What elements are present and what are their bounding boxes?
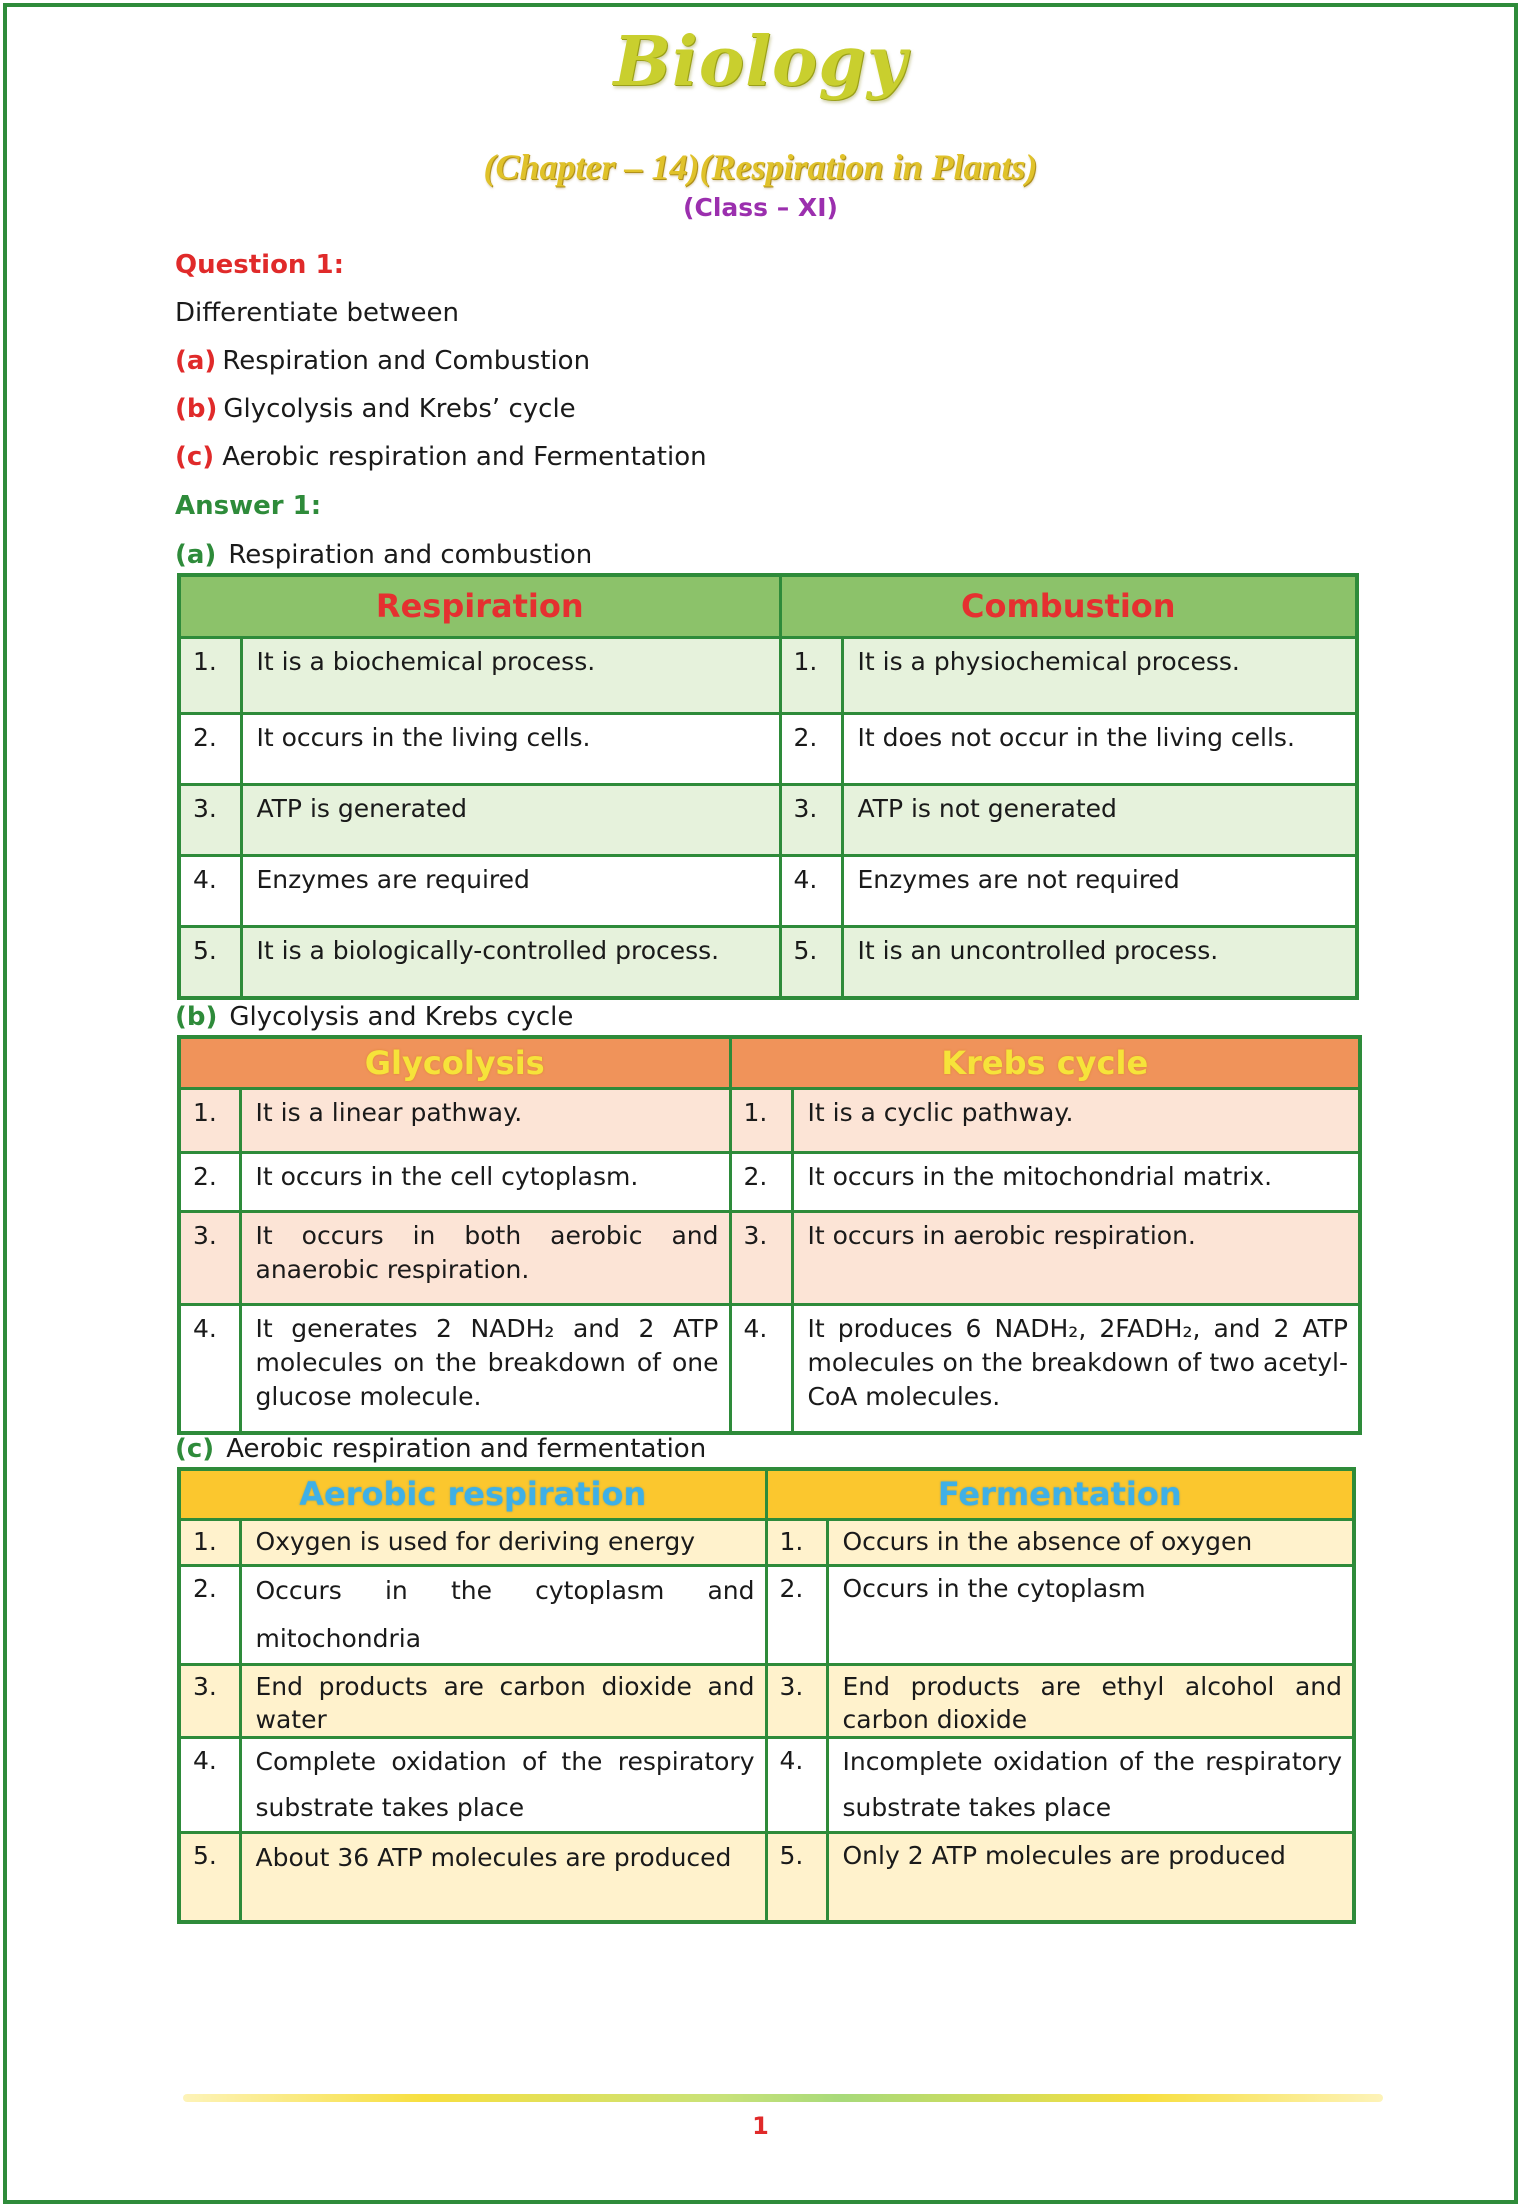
row-left-text: It occurs in the living cells.	[241, 713, 780, 784]
row-number: 2.	[766, 1565, 827, 1664]
row-number: 2.	[780, 713, 842, 784]
table-row	[179, 1664, 1354, 1737]
row-number: 3.	[730, 1211, 792, 1304]
row-left-text: It generates 2 NADH₂ and 2 ATP molecules on the breakdown of one glucose molecule.	[240, 1304, 730, 1433]
row-right-text: It is a cyclic pathway.	[792, 1088, 1360, 1152]
part-mark: (c)	[175, 442, 215, 472]
row-right-text: It occurs in aerobic respiration.	[792, 1211, 1360, 1304]
footer-divider	[183, 2094, 1383, 2102]
question-part-a	[175, 346, 590, 376]
row-number: 1.	[766, 1519, 827, 1565]
page-number: 1	[752, 2112, 769, 2140]
row-number: 4.	[766, 1737, 827, 1832]
row-number: 4.	[179, 855, 241, 926]
row-number: 4.	[730, 1304, 792, 1433]
table-row	[179, 1211, 1360, 1304]
row-number: 2.	[179, 1152, 240, 1211]
row-left-text: It is a biochemical process.	[241, 637, 780, 713]
row-left-text: Complete oxidation of the respiratory substrate takes place	[240, 1737, 766, 1832]
row-left-text: It occurs in the cell cytoplasm.	[240, 1152, 730, 1211]
column-header-krebs-cycle: Krebs cycle	[730, 1037, 1360, 1088]
table-row	[179, 1088, 1360, 1152]
table-row	[179, 713, 1357, 784]
table-row	[179, 1832, 1354, 1922]
row-left-text: It is a linear pathway.	[240, 1088, 730, 1152]
row-number: 5.	[179, 1832, 240, 1922]
row-number: 1.	[179, 1519, 240, 1565]
row-right-text: Incomplete oxidation of the respiratory substrate takes place	[827, 1737, 1354, 1832]
row-number: 3.	[780, 784, 842, 855]
part-mark: (a)	[175, 346, 217, 376]
table-row	[179, 1565, 1354, 1664]
row-number: 1.	[179, 1088, 240, 1152]
row-left-text: It is a biologically-controlled process.	[241, 926, 780, 998]
row-right-text: Enzymes are not required	[842, 855, 1357, 926]
table-row	[179, 855, 1357, 926]
question-intro: Differentiate between	[175, 298, 459, 328]
question-label: Question 1:	[175, 250, 344, 280]
part-text: Respiration and Combustion	[222, 346, 591, 376]
row-right-text: Only 2 ATP molecules are produced	[827, 1832, 1354, 1922]
row-left-text: About 36 ATP molecules are produced	[240, 1832, 766, 1922]
row-number: 4.	[179, 1304, 240, 1433]
table-header-row	[179, 1469, 1354, 1519]
table-row	[179, 1152, 1360, 1211]
section-mark: (b)	[175, 1002, 218, 1032]
aerobic-fermentation-table	[177, 1467, 1356, 1924]
row-left-text: End products are carbon dioxide and water	[240, 1664, 766, 1737]
row-number: 1.	[730, 1088, 792, 1152]
row-right-text: Occurs in the absence of oxygen	[827, 1519, 1354, 1565]
row-right-text: It produces 6 NADH₂, 2FADH₂, and 2 ATP molecules on the breakdown of two acetyl-CoA molecules.	[792, 1304, 1360, 1433]
row-right-text: ATP is not generated	[842, 784, 1357, 855]
row-left-text: Enzymes are required	[241, 855, 780, 926]
table-row	[179, 1737, 1354, 1832]
part-text: Aerobic respiration and Fermentation	[222, 442, 707, 472]
column-header-combustion: Combustion	[780, 575, 1357, 637]
column-header-aerobic-respiration: Aerobic respiration	[179, 1469, 766, 1519]
column-header-glycolysis: Glycolysis	[179, 1037, 730, 1088]
section-c-caption	[175, 1434, 706, 1464]
section-b-caption	[175, 1002, 573, 1032]
row-number: 2.	[730, 1152, 792, 1211]
row-number: 3.	[179, 1664, 240, 1737]
table-row	[179, 637, 1357, 713]
table-header-row	[179, 1037, 1360, 1088]
section-mark: (c)	[175, 1434, 215, 1464]
section-caption: Glycolysis and Krebs cycle	[229, 1002, 574, 1032]
row-number: 1.	[780, 637, 842, 713]
row-number: 4.	[780, 855, 842, 926]
row-left-text: Oxygen is used for deriving energy	[240, 1519, 766, 1565]
question-part-b	[175, 394, 576, 424]
row-left-text: Occurs in the cytoplasm and mitochondria	[240, 1565, 766, 1664]
table-row	[179, 784, 1357, 855]
glycolysis-krebs-table	[177, 1035, 1362, 1435]
section-a-caption	[175, 540, 592, 570]
row-number: 3.	[179, 784, 241, 855]
answer-label: Answer 1:	[175, 491, 322, 521]
row-number: 2.	[179, 713, 241, 784]
respiration-combustion-table	[177, 573, 1359, 1000]
row-right-text: It is an uncontrolled process.	[842, 926, 1357, 998]
column-header-fermentation: Fermentation	[766, 1469, 1354, 1519]
row-left-text: ATP is generated	[241, 784, 780, 855]
row-number: 4.	[179, 1737, 240, 1832]
row-number: 1.	[179, 637, 241, 713]
section-mark: (a)	[175, 540, 217, 570]
section-caption: Aerobic respiration and fermentation	[226, 1434, 707, 1464]
column-header-respiration: Respiration	[179, 575, 780, 637]
part-mark: (b)	[175, 394, 218, 424]
chapter-title: (Chapter – 14)(Respiration in Plants)	[483, 147, 1038, 187]
row-right-text: Occurs in the cytoplasm	[827, 1565, 1354, 1664]
row-number: 5.	[780, 926, 842, 998]
row-number: 2.	[179, 1565, 240, 1664]
row-right-text: It does not occur in the living cells.	[842, 713, 1357, 784]
row-left-text: It occurs in both aerobic and anaerobic respiration.	[240, 1211, 730, 1304]
table-row	[179, 1304, 1360, 1433]
row-number: 3.	[179, 1211, 240, 1304]
row-right-text: It is a physiochemical process.	[842, 637, 1357, 713]
table-row	[179, 1519, 1354, 1565]
row-number: 5.	[179, 926, 241, 998]
row-right-text: It occurs in the mitochondrial matrix.	[792, 1152, 1360, 1211]
row-number: 5.	[766, 1832, 827, 1922]
table-header-row	[179, 575, 1357, 637]
class-label: (Class – XI)	[683, 193, 838, 222]
part-text: Glycolysis and Krebs’ cycle	[223, 394, 576, 424]
section-caption: Respiration and combustion	[228, 540, 593, 570]
row-right-text: End products are ethyl alcohol and carbon dioxide	[827, 1664, 1354, 1737]
table-row	[179, 926, 1357, 998]
page-title: Biology	[613, 22, 908, 102]
question-part-c	[175, 442, 707, 472]
row-number: 3.	[766, 1664, 827, 1737]
